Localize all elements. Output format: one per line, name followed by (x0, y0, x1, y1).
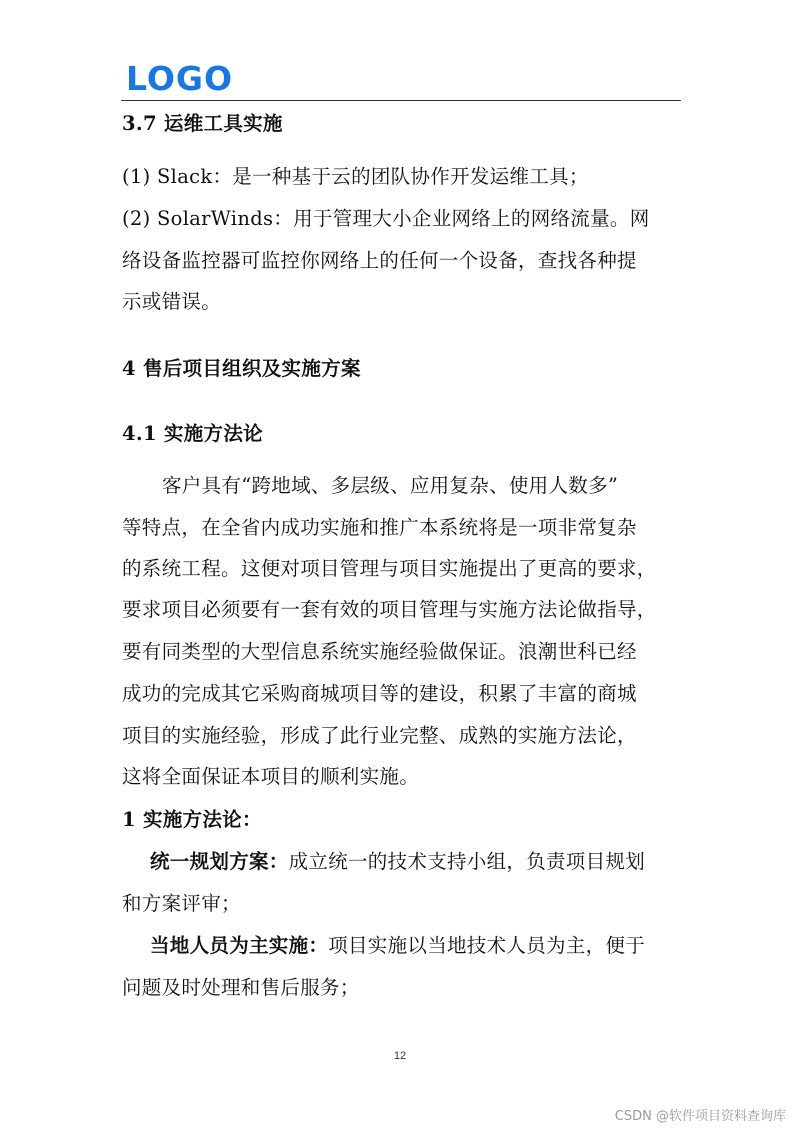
logo: LOGO (126, 59, 234, 98)
item-local-staff-label: 当地人员为主实施： (150, 934, 329, 957)
page-number: 12 (393, 1050, 407, 1062)
paragraph-line-2: 等特点，在全省内成功实施和推广本系统将是一项非常复杂 (122, 516, 637, 539)
subsection-1-title: 1 实施方法论： (122, 808, 262, 831)
tool-solarwinds-line-2: 络设备监控器可监控你网络上的任何一个设备，查找各种提 (122, 249, 637, 272)
header-divider (121, 100, 681, 101)
section-3-7-title: 3.7 运维工具实施 (122, 112, 283, 135)
paragraph-line-5: 要有同类型的大型信息系统实施经验做保证。浪潮世科已经 (122, 640, 637, 663)
watermark: CSDN @软件项目资料查询库 (614, 1109, 786, 1124)
item-local-staff-text: 项目实施以当地技术人员为主，便于 (328, 934, 646, 957)
tool-solarwinds-line-1: (2) SolarWinds：用于管理大小企业网络上的网络流量。网 (122, 207, 650, 230)
item-unified-planning-cont: 和方案评审； (122, 892, 241, 915)
paragraph-line-3: 的系统工程。这便对项目管理与项目实施提出了更高的要求， (122, 557, 657, 580)
paragraph-line-7: 项目的实施经验，形成了此行业完整、成熟的实施方法论， (122, 724, 637, 747)
section-4-1-title: 4.1 实施方法论 (122, 422, 263, 445)
item-unified-planning (150, 850, 645, 874)
paragraph-line-4: 要求项目必须要有一套有效的项目管理与实施方法论做指导， (122, 598, 657, 621)
section-4-title: 4 售后项目组织及实施方案 (122, 357, 361, 380)
paragraph-line-8: 这将全面保证本项目的顺利实施。 (122, 765, 420, 788)
item-unified-planning-label: 统一规划方案： (150, 850, 289, 873)
paragraph-line-6: 成功的完成其它采购商城项目等的建设，积累了丰富的商城 (122, 682, 637, 705)
item-local-staff (150, 934, 645, 958)
tool-solarwinds-line-3: 示或错误。 (122, 290, 222, 313)
item-unified-planning-text: 成立统一的技术支持小组，负责项目规划 (288, 850, 646, 873)
paragraph-line-1: 客户具有“跨地域、多层级、应用复杂、使用人数多” (162, 474, 619, 497)
item-local-staff-cont: 问题及时处理和售后服务； (122, 976, 360, 999)
tool-slack: (1) Slack：是一种基于云的团队协作开发运维工具； (122, 165, 589, 188)
